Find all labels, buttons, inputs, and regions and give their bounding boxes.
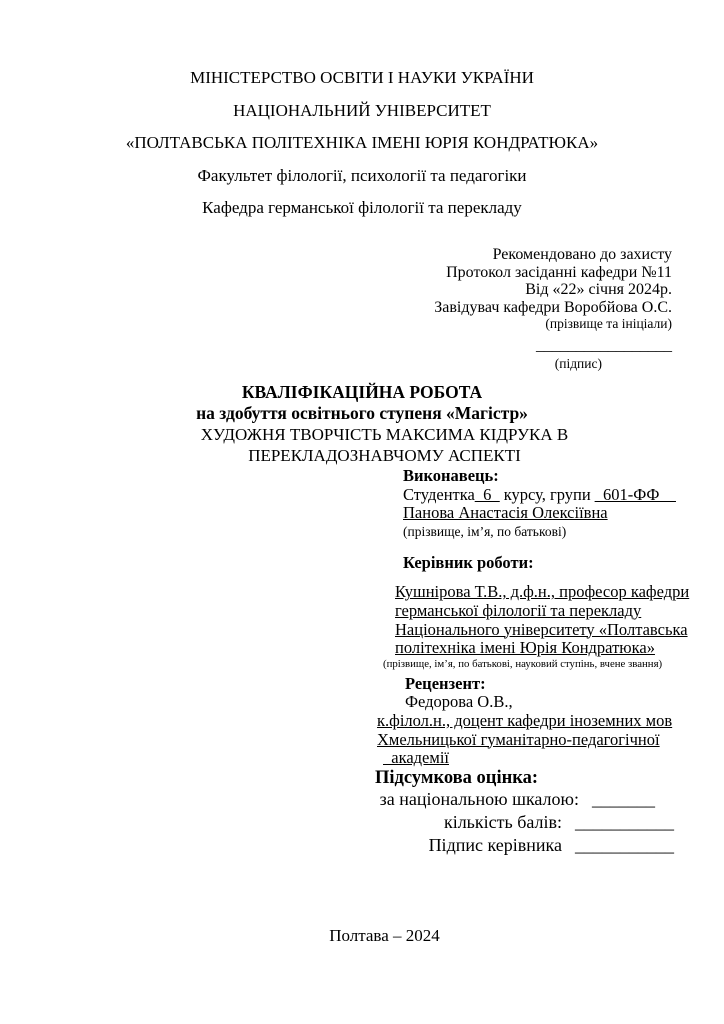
thesis-topic-line-1: ХУДОЖНЯ ТВОРЧІСТЬ МАКСИМА КІДРУКА В [200,425,569,444]
points-blank: ___________ [575,811,674,832]
supervisor-signature-blank: ___________ [575,834,674,855]
university-name-line: «ПОЛТАВСЬКА ПОЛІТЕХНІКА ІМЕНІ ЮРІЯ КОНДРАТЮКА» [125,133,599,152]
approval-signature-blank: _________________ [536,337,672,355]
city-year-footer: Полтава – 2024 [329,926,440,945]
grade-row-signature [375,834,685,857]
faculty-line: Факультет філології, психології та педагогіки [197,165,527,185]
national-scale-label: за національною шкалою: [379,788,579,809]
supervisor-caption: (прізвище, ім’я, по батькові, науковий ступінь, вчене звання) [383,657,663,670]
executor-name: Панова Анастасія Олексіївна [403,503,608,523]
thesis-type [85,382,639,424]
thesis-title-block [85,382,684,466]
group-value: _601-ФФ__ [594,484,676,504]
thesis-topic-line-2: ПЕРЕКЛАДОЗНАВЧОМУ АСПЕКТІ [248,446,521,465]
university-header [85,62,639,225]
department-line: Кафедра германської філології та перекладу [202,198,522,217]
supervisor-line-1: Кушнірова Т.В., д.ф.н., професор кафедри [395,582,690,602]
approval-block [434,246,672,371]
approval-date: Від «22» січня 2024р. [525,281,672,299]
grade-row-national-scale [375,788,685,811]
student-middle: курсу, групи [499,484,595,504]
supervisor-signature-label: Підпис керівника [428,834,562,855]
credits-column [375,466,690,857]
approval-protocol: Протокол засіданні кафедри №11 [446,263,672,281]
final-grade-label: Підсумкова оцінка: [375,767,539,788]
reviewer-line-2: Хмельницької гуманітарно-педагогічної [377,729,660,749]
supervisor-label: Керівник роботи: [403,552,534,572]
executor-student-line [375,486,685,505]
supervisor-line-2: германської філології та перекладу [395,600,642,620]
ministry-line: МІНІСТЕРСТВО ОСВІТИ І НАУКИ УКРАЇНИ [190,68,534,87]
supervisor-line-3: Національного університету «Полтавська [395,619,688,639]
reviewer-line-academy: академії [383,748,449,768]
supervisor-line-4: політехніка імені Юрія Кондратюка» [395,638,655,658]
points-label: кількість балів: [443,811,562,832]
student-prefix: Студентка [403,484,475,504]
degree-line: на здобуття освітнього ступеня «Магістр» [196,403,528,423]
approval-head: Завідувач кафедри Воробйова О.С. [434,298,672,316]
reviewer-label: Рецензент: [405,673,486,693]
executor-name-line [375,504,685,523]
reviewer-name: Федорова О.В., [405,692,513,712]
course-value: _6_ [474,484,500,504]
reviewer-line-1: к.філол.н., доцент кафедри іноземних мов [377,710,673,730]
approval-signature-caption: (підпис) [554,356,602,372]
approval-recommended: Рекомендовано до захисту [492,246,672,263]
spacer [375,540,685,554]
thesis-topic [85,424,684,466]
executor-label: Виконавець: [403,466,499,485]
thesis-type-line: КВАЛІФІКАЦІЙНА РОБОТА [241,382,483,402]
executor-caption: (прізвище, ім’я, по батькові) [403,523,567,539]
grade-row-points [375,811,685,834]
approval-name-caption: (прізвище та ініціали) [545,316,672,332]
university-line: НАЦІОНАЛЬНИЙ УНІВЕРСИТЕТ [233,100,491,120]
national-scale-blank: _______ [592,788,655,809]
